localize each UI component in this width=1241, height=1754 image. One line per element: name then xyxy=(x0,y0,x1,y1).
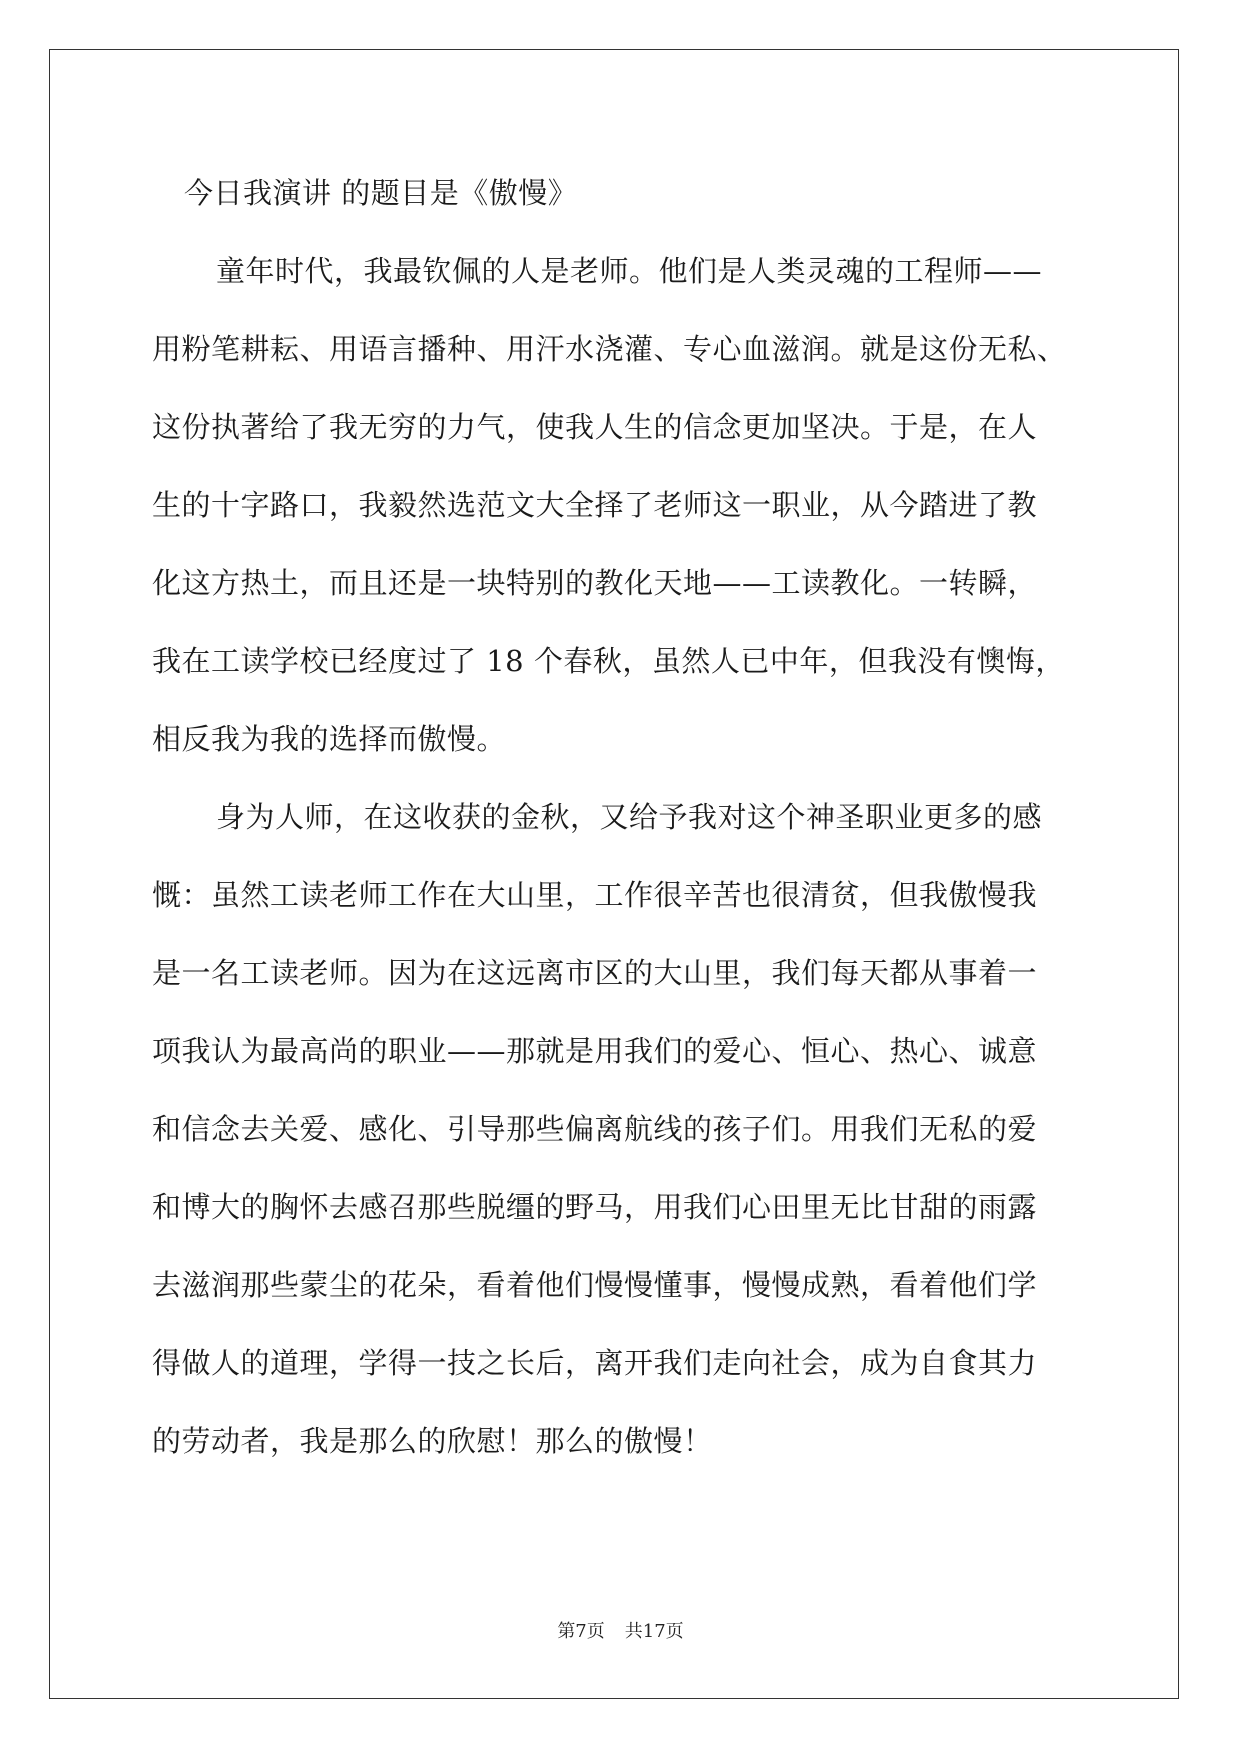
paragraph-line: 去滋润那些蒙尘的花朵，看着他们慢慢懂事，慢慢成熟，看着他们学 xyxy=(152,1268,1038,1302)
paragraph-line: 用粉笔耕耘、用语言播种、用汗水浇灌、专心血滋润。就是这份无私、 xyxy=(152,332,1067,366)
paragraph-line: 是一名工读老师。因为在这远离市区的大山里，我们每天都从事着一 xyxy=(152,956,1038,990)
speech-title: 今日我演讲 的题目是《傲慢》 xyxy=(184,176,578,210)
paragraph-2 xyxy=(152,778,1100,1480)
paragraph-line: 化这方热土，而且还是一块特别的教化天地——工读教化。一转瞬， xyxy=(152,566,1038,600)
page-total: 共17页 xyxy=(624,1621,684,1642)
paragraph-line: 慨：虽然工读老师工作在大山里，工作很辛苦也很清贫，但我傲慢我 xyxy=(152,878,1038,912)
paragraph-1 xyxy=(152,232,1100,778)
paragraph-line: 我在工读学校已经度过了 18 个春秋，虽然人已中年，但我没有懊悔， xyxy=(152,644,1065,678)
paragraph-line: 得做人的道理，学得一技之长后，离开我们走向社会，成为自食其力 xyxy=(152,1346,1038,1380)
paragraph-line: 这份执著给了我无穷的力气，使我人生的信念更加坚决。于是，在人 xyxy=(152,410,1038,444)
paragraph-line: 相反我为我的选择而傲慢。 xyxy=(152,722,507,756)
paragraph-line: 身为人师，在这收获的金秋，又给予我对这个神圣职业更多的感 xyxy=(216,800,1043,834)
paragraph-line: 童年时代，我最钦佩的人是老师。他们是人类灵魂的工程师—— xyxy=(216,254,1043,288)
page-number: 第7页 xyxy=(557,1621,605,1642)
page-footer xyxy=(0,1617,1241,1643)
paragraph-line: 和博大的胸怀去感召那些脱缰的野马，用我们心田里无比甘甜的雨露 xyxy=(152,1190,1038,1224)
paragraph-line: 生的十字路口，我毅然选范文大全择了老师这一职业，从今踏进了教 xyxy=(152,488,1038,522)
paragraph-line: 的劳动者，我是那么的欣慰！那么的傲慢！ xyxy=(152,1424,713,1458)
document-body xyxy=(152,158,1100,1480)
paragraph-line: 和信念去关爱、感化、引导那些偏离航线的孩子们。用我们无私的爱 xyxy=(152,1112,1038,1146)
paragraph-line: 项我认为最高尚的职业——那就是用我们的爱心、恒心、热心、诚意 xyxy=(152,1034,1038,1068)
